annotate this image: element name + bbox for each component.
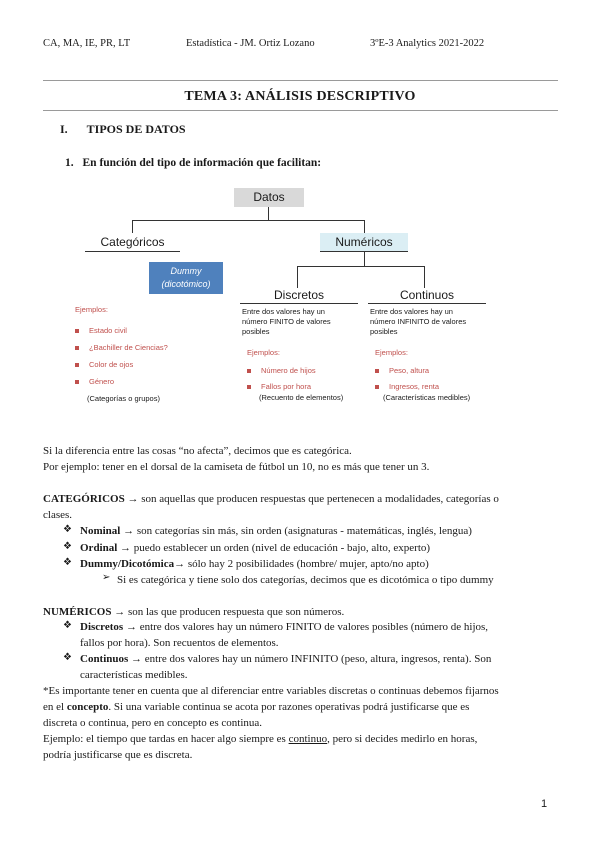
text-line: podría justificarse que es discreta. xyxy=(43,749,193,761)
concept-term: concepto xyxy=(66,701,109,713)
disc-stem xyxy=(297,266,298,288)
diamond-bullet-icon: ❖ xyxy=(63,541,72,552)
term: Dummy/Dicotómica xyxy=(80,558,175,570)
example-text: Número de hijos xyxy=(261,366,316,375)
text-span: → sólo hay 2 posibilidades (hombre/ mujer, apto/no apto) xyxy=(174,558,429,570)
list-item xyxy=(75,356,168,373)
term: Nominal xyxy=(80,525,121,537)
text-line: *Es importante tener en cuenta que al diferenciar entre variables discretas o continuas debemos fijarnos xyxy=(43,685,499,697)
dummy-label: Dummy xyxy=(170,266,202,276)
bullet-icon xyxy=(375,369,379,373)
diamond-bullet-icon: ❖ xyxy=(63,524,72,535)
example-text: Color de ojos xyxy=(89,360,134,369)
list-item xyxy=(247,363,343,379)
diamond-bullet-icon: ❖ xyxy=(63,557,72,568)
bullet-icon xyxy=(75,346,79,350)
cat-stem xyxy=(132,220,133,233)
bullet-icon xyxy=(247,385,251,389)
bullet-icon xyxy=(75,380,79,384)
disc-desc-line: posibles xyxy=(242,327,270,336)
note-paragraph xyxy=(43,683,558,731)
disc-desc-line: número FINITO de valores xyxy=(242,317,331,326)
header-left: CA, MA, IE, PR, LT xyxy=(43,38,131,49)
list-item xyxy=(80,540,558,556)
text-span: → puedo establecer un orden (nivel de educación - bajo, alto, experto) xyxy=(117,542,431,554)
text-span: . Si una variable continua se acota por razones operativas podrá justificarse que es xyxy=(108,701,470,713)
term: Ordinal xyxy=(80,542,118,554)
term: Discretos xyxy=(80,621,124,633)
list-item: Si es categórica y tiene solo dos categorías, decimos que es dicotómica o tipo dummy xyxy=(117,574,494,586)
numericos-paragraph xyxy=(43,604,558,620)
bullet-icon xyxy=(375,385,379,389)
numericos-heading: NUMÉRICOS xyxy=(43,606,112,618)
subsection-label: En función del tipo de información que facilitan: xyxy=(82,157,322,169)
list-item xyxy=(80,619,558,651)
text-span: , pero si decides medirlo en horas, xyxy=(327,733,478,745)
cont-stem xyxy=(424,266,425,288)
underlined-term: continuo xyxy=(288,733,328,745)
cont-desc-line: Entre dos valores hay un xyxy=(370,307,453,316)
disc-examples-title: Ejemplos: xyxy=(247,348,280,357)
term: Continuos xyxy=(80,653,129,665)
categoricos-paragraph xyxy=(43,491,558,523)
discrete-examples xyxy=(247,348,343,402)
categoricos-heading: CATEGÓRICOS xyxy=(43,493,125,505)
header-center: Estadística - JM. Ortiz Lozano xyxy=(186,38,315,49)
bullet-icon xyxy=(247,369,251,373)
num-branch xyxy=(297,266,425,267)
example-text: Ingresos, renta xyxy=(389,382,440,391)
bullet-icon xyxy=(75,363,79,367)
text-line: Si la diferencia entre las cosas “no afecta”, decimos que es categórica. xyxy=(43,445,352,457)
list-item xyxy=(375,363,470,379)
diagram-root: Datos xyxy=(234,188,304,207)
num-stem xyxy=(364,220,365,233)
text-span: → son las que producen respuesta que son números. xyxy=(111,606,345,618)
root-stem xyxy=(268,207,269,220)
diagram-dummy xyxy=(149,262,223,294)
example-text: Peso, altura xyxy=(389,366,430,375)
continuos-description xyxy=(370,307,466,337)
cont-desc-line: posibles xyxy=(370,327,398,336)
diagram-numericos: Numéricos xyxy=(320,233,408,252)
num-down-stem xyxy=(364,252,365,266)
arrow-bullet-icon: ➢ xyxy=(102,572,111,583)
list-item xyxy=(75,339,168,356)
list-item xyxy=(80,651,558,683)
section-number: I. xyxy=(60,122,68,136)
text-span: Ejemplo: el tiempo que tardas en hacer algo siempre es xyxy=(43,733,289,745)
section-heading xyxy=(60,122,186,137)
text-line: Por ejemplo: tener en el dorsal de la camiseta de fútbol un 10, no es más que tener un 3. xyxy=(43,461,430,473)
list-item xyxy=(80,556,558,572)
diagram-continuos: Continuos xyxy=(368,288,486,304)
list-item xyxy=(80,523,558,539)
page-number: 1 xyxy=(541,798,548,810)
list-item xyxy=(75,322,168,339)
example-text: ¿Bachiller de Ciencias? xyxy=(89,343,168,352)
paragraph xyxy=(43,443,558,475)
cat-examples-title: Ejemplos: xyxy=(75,305,108,314)
text-span: → entre dos valores hay un número FINITO de valores posibles (número de hijos, xyxy=(123,621,489,633)
diagram-categoricos: Categóricos xyxy=(85,233,180,252)
text-line: clases. xyxy=(43,509,73,521)
diamond-bullet-icon: ❖ xyxy=(63,652,72,663)
dummy-sublabel: (dicotómico) xyxy=(161,279,211,289)
text-line: características medibles. xyxy=(80,669,188,681)
text-line: discreta o continua, pero en concepto es continua. xyxy=(43,717,263,729)
text-span: → son categorías sin más, sin orden (asignaturas - matemáticas, inglés, lengua) xyxy=(120,525,472,537)
diagram-discretos: Discretos xyxy=(240,288,358,304)
example-text: Fallos por hora xyxy=(261,382,312,391)
continuous-examples xyxy=(375,348,470,402)
discretos-description xyxy=(242,307,331,337)
example-text: Estado civil xyxy=(89,326,127,335)
list-item xyxy=(75,373,168,390)
categorical-examples xyxy=(75,305,168,403)
page-title: TEMA 3: ANÁLISIS DESCRIPTIVO xyxy=(184,89,416,104)
root-branch xyxy=(132,220,365,221)
text-span: → entre dos valores hay un número INFINITO (peso, altura, ingresos, renta). Son xyxy=(128,653,492,665)
section-label: TIPOS DE DATOS xyxy=(86,122,186,136)
cat-note: (Categorías o grupos) xyxy=(87,394,160,403)
subsection-heading xyxy=(65,157,321,169)
top-divider xyxy=(43,80,558,81)
bullet-icon xyxy=(75,329,79,333)
diamond-bullet-icon: ❖ xyxy=(63,620,72,631)
text-span: en el xyxy=(43,701,67,713)
header-right: 3ºE-3 Analytics 2021-2022 xyxy=(370,38,485,49)
title-divider xyxy=(43,110,558,111)
cont-examples-title: Ejemplos: xyxy=(375,348,408,357)
cont-desc-line: número INFINITO de valores xyxy=(370,317,467,326)
example-paragraph xyxy=(43,731,558,763)
cont-note: (Características medibles) xyxy=(383,393,471,402)
disc-note: (Recuento de elementos) xyxy=(259,393,344,402)
text-span: → son aquellas que producen respuestas que pertenecen a modalidades, categorías o xyxy=(124,493,499,505)
disc-desc-line: Entre dos valores hay un xyxy=(242,307,325,316)
example-text: Género xyxy=(89,377,115,386)
subsection-number: 1. xyxy=(65,157,74,169)
text-line: fallos por hora). Son recuentos de elementos. xyxy=(80,637,279,649)
